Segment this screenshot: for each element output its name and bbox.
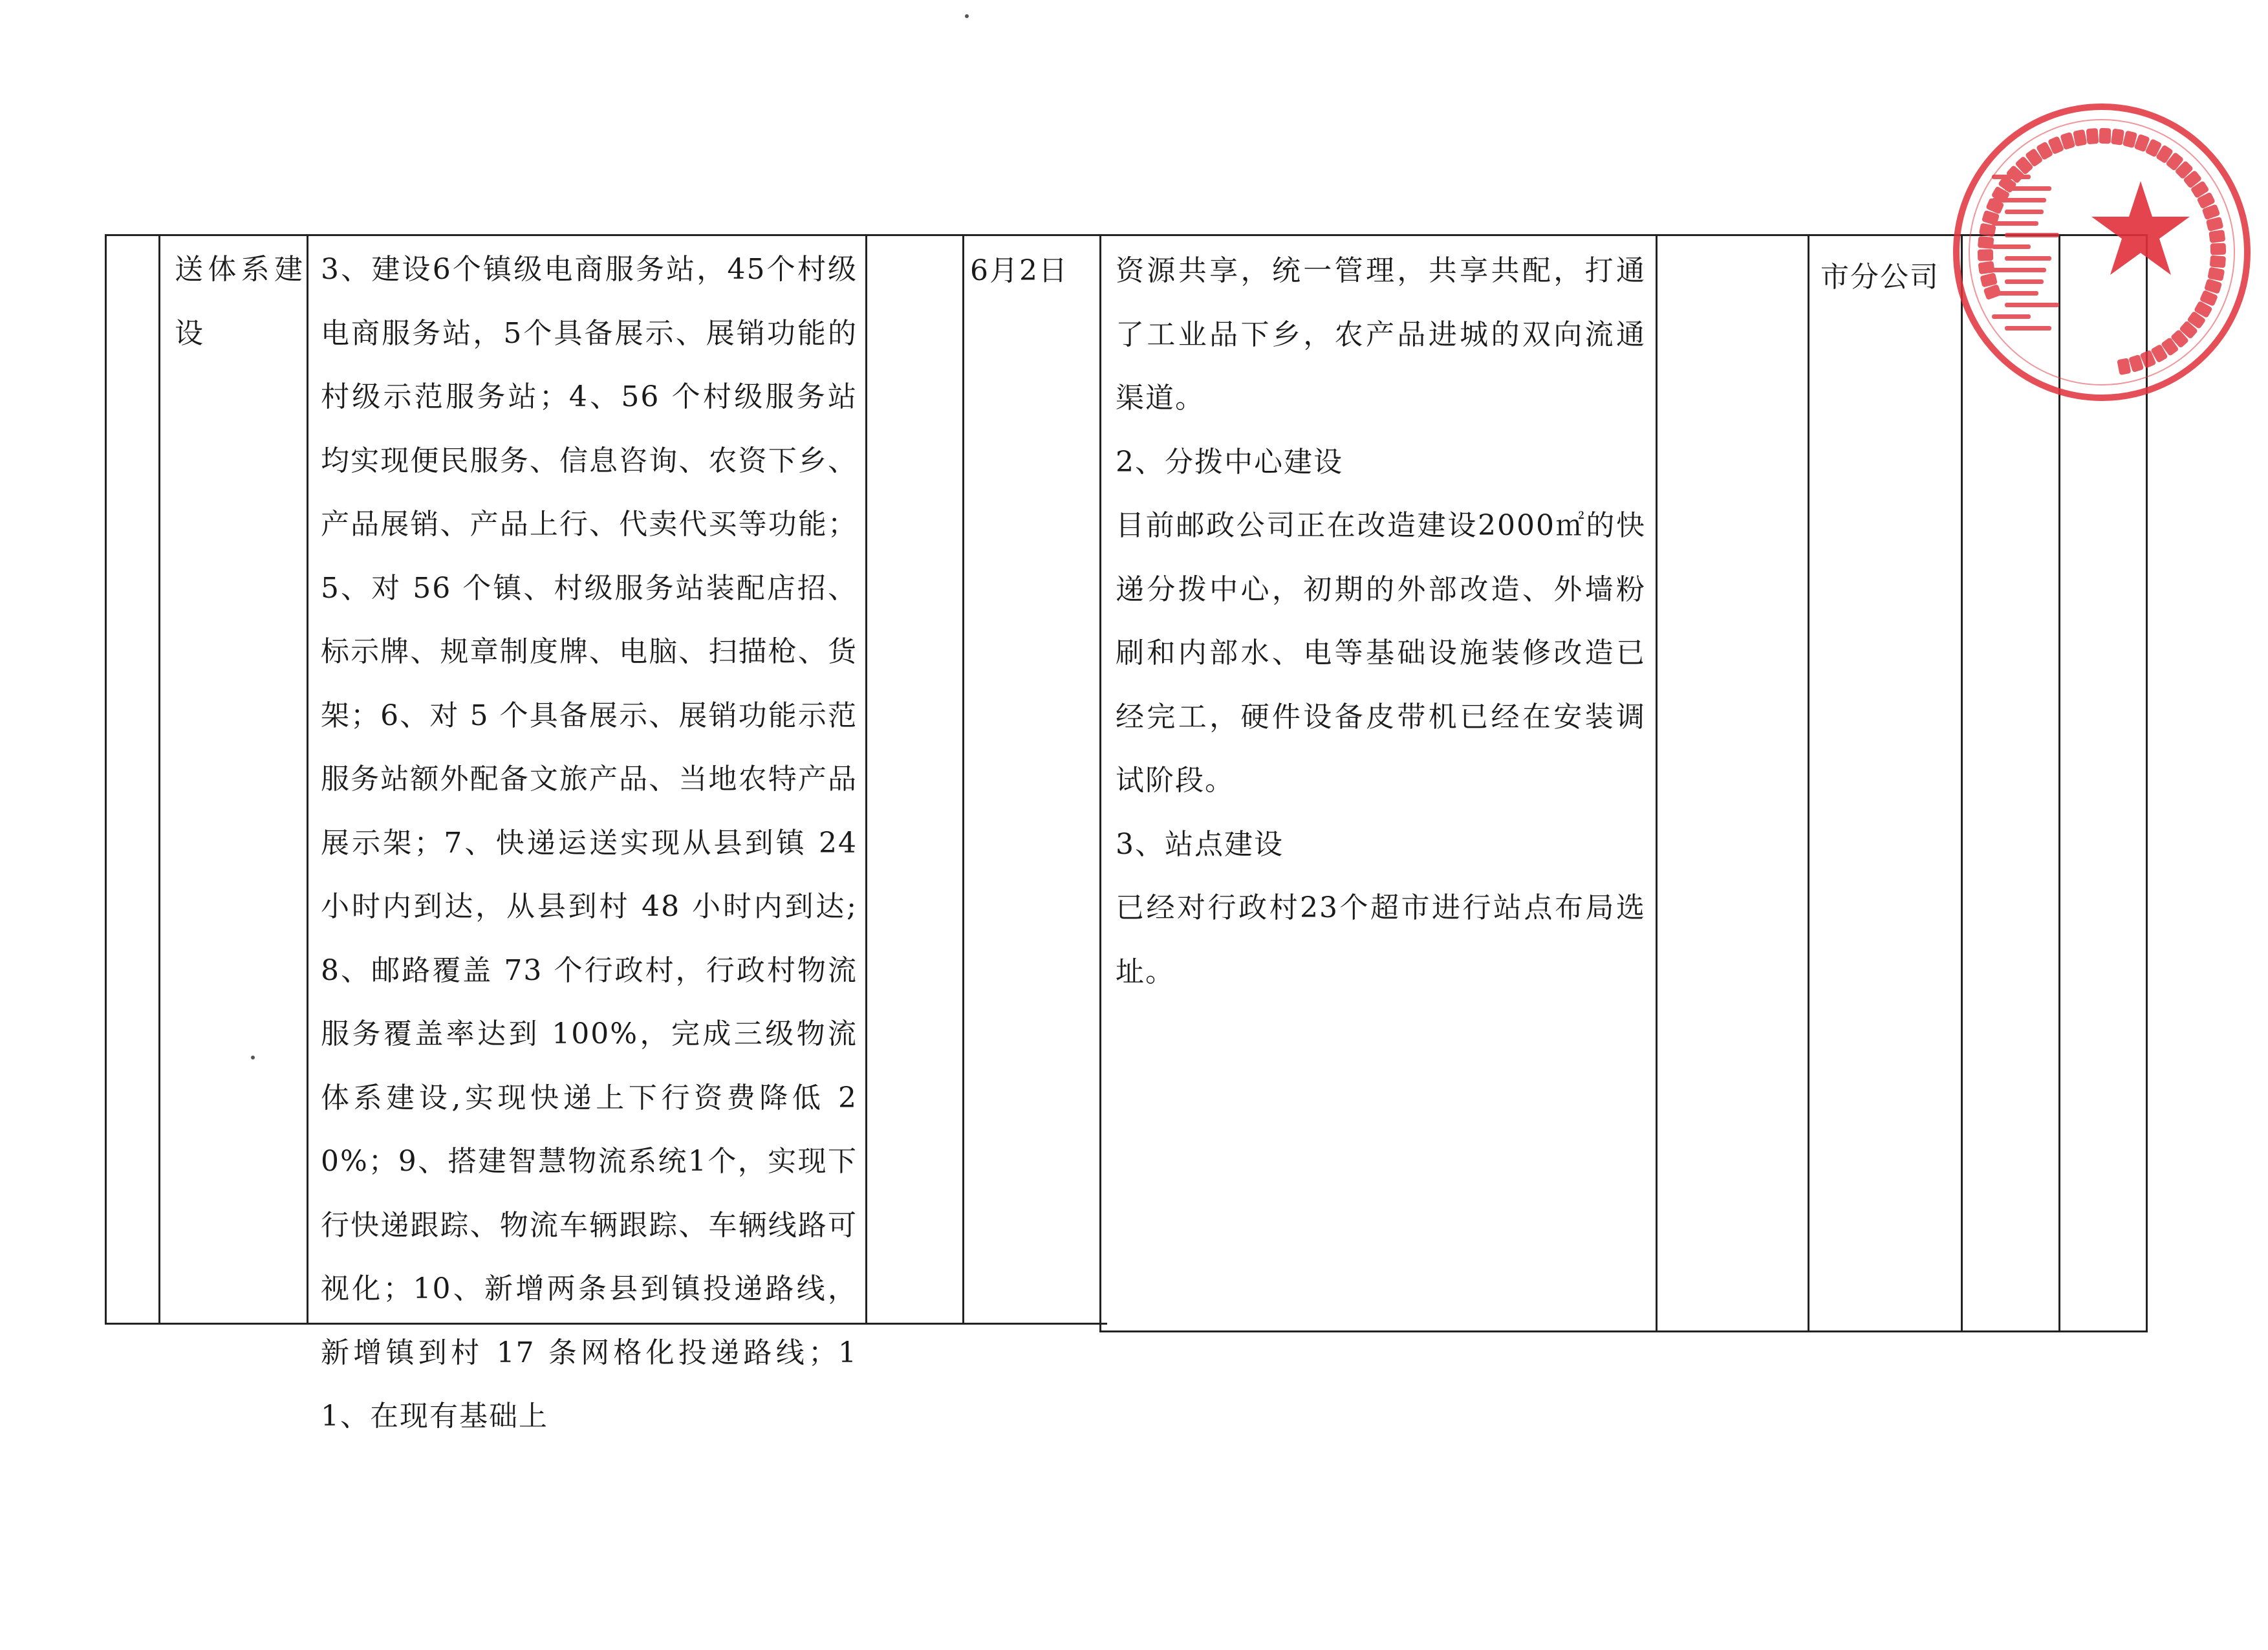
col-line-1 xyxy=(158,234,160,1325)
col-line-2 xyxy=(307,234,308,1325)
progress-line-1: 2、分拨中心建设 xyxy=(1116,445,1343,479)
responsible-unit-cell: 市分公司 xyxy=(1820,261,1939,294)
col-line-3 xyxy=(865,234,867,1325)
progress-line-2: 目前邮政公司正在改造建设2000㎡的快递分拨中心，初期的外部改造、外墙粉刷和内部水、电等基础设施装修改造已经完工，硬件设备皮带机已经在安装调试阶段。 xyxy=(1116,509,1646,797)
official-seal-stamp xyxy=(1947,97,2257,407)
progress-line-4: 已经对行政村23个超市进行站点布局选址。 xyxy=(1116,891,1646,988)
seal-script-mark xyxy=(2005,279,2044,284)
seal-glyph-mark xyxy=(2117,358,2131,375)
seal-script-mark xyxy=(1992,175,2031,179)
progress-cell xyxy=(1116,239,1646,1004)
date-cell: 6月2日 xyxy=(970,254,1068,287)
col-line-4 xyxy=(962,234,964,1325)
seal-script-mark xyxy=(2005,303,2059,307)
table-bottom-border-right xyxy=(1099,1330,2147,1332)
progress-line-0: 资源共享，统一管理，共享共配，打通了工业品下乡，农产品进城的双向流通渠道。 xyxy=(1116,254,1646,415)
seal-glyph-mark xyxy=(2073,129,2087,147)
seal-script-mark xyxy=(1992,268,2046,272)
seal-glyph-mark xyxy=(2086,128,2099,144)
seal-script-mark xyxy=(1992,221,2038,226)
seal-script-mark xyxy=(2005,256,2051,261)
seal-script-mark xyxy=(2005,186,2051,191)
seal-script-mark xyxy=(1992,314,2031,319)
seal-script-mark xyxy=(2005,210,2044,214)
seal-script-mark xyxy=(2005,326,2051,331)
seal-script-mark xyxy=(1992,244,2031,249)
col-line-7 xyxy=(1808,234,1809,1332)
seal-glyph-mark xyxy=(2099,128,2111,144)
col-line-5 xyxy=(1099,234,1101,1332)
seal-script-mark xyxy=(1992,198,2046,202)
seal-glyph-mark xyxy=(1978,249,1993,261)
table-top-border xyxy=(105,234,2147,236)
seal-glyph-mark xyxy=(1978,236,1994,249)
seal-glyph-mark xyxy=(2207,267,2225,281)
seal-glyph-mark xyxy=(2210,255,2226,268)
seal-glyph-mark xyxy=(2210,243,2226,255)
project-content-cell: 3、建设6个镇级电商服务站，45个村级电商服务站，5个具备展示、展销功能的村级示范服务站；4、56 个村级服务站均实现便民服务、信息咨询、农资下乡、产品展销、产品上行、代卖代买等功能；5、对 56 个镇、村级服务站装配店招、标示牌、规章制度牌、电脑、扫描枪、货架；6、对 5 个具备展示、展销功能示范服务站额外配备文旅产品、当地农特产品展示架；7、快递运送实现从县到镇 24 小时内到达，从县到村 48 小时内到达;8、邮路覆盖 73 个行政村，行政村物流服务覆盖率达到 100%，完成三级物流体系建设,实现快递上下行资费降低 20%；9、搭建智慧物流系统1个，实现下行快递跟踪、物流车辆跟踪、车辆线路可视化；10、新增两条县到镇投递路线，新增镇到村 17 条网格化投递路线；11、在现有基础上 xyxy=(321,253,858,1433)
seal-glyph-mark xyxy=(1978,261,1994,274)
progress-line-3: 3、站点建设 xyxy=(1116,827,1284,861)
col-line-0 xyxy=(105,234,107,1325)
seal-glyph-mark xyxy=(2111,129,2124,146)
seal-star-icon xyxy=(2091,181,2190,275)
project-name-cell: 送体系建设 xyxy=(175,253,304,350)
seal-glyph-mark xyxy=(2209,230,2225,243)
seal-script-mark xyxy=(1992,291,2038,296)
scan-speck xyxy=(251,1056,255,1059)
col-line-6 xyxy=(1656,234,1658,1332)
seal-script-mark xyxy=(2005,233,2059,237)
scan-speck xyxy=(965,14,969,18)
